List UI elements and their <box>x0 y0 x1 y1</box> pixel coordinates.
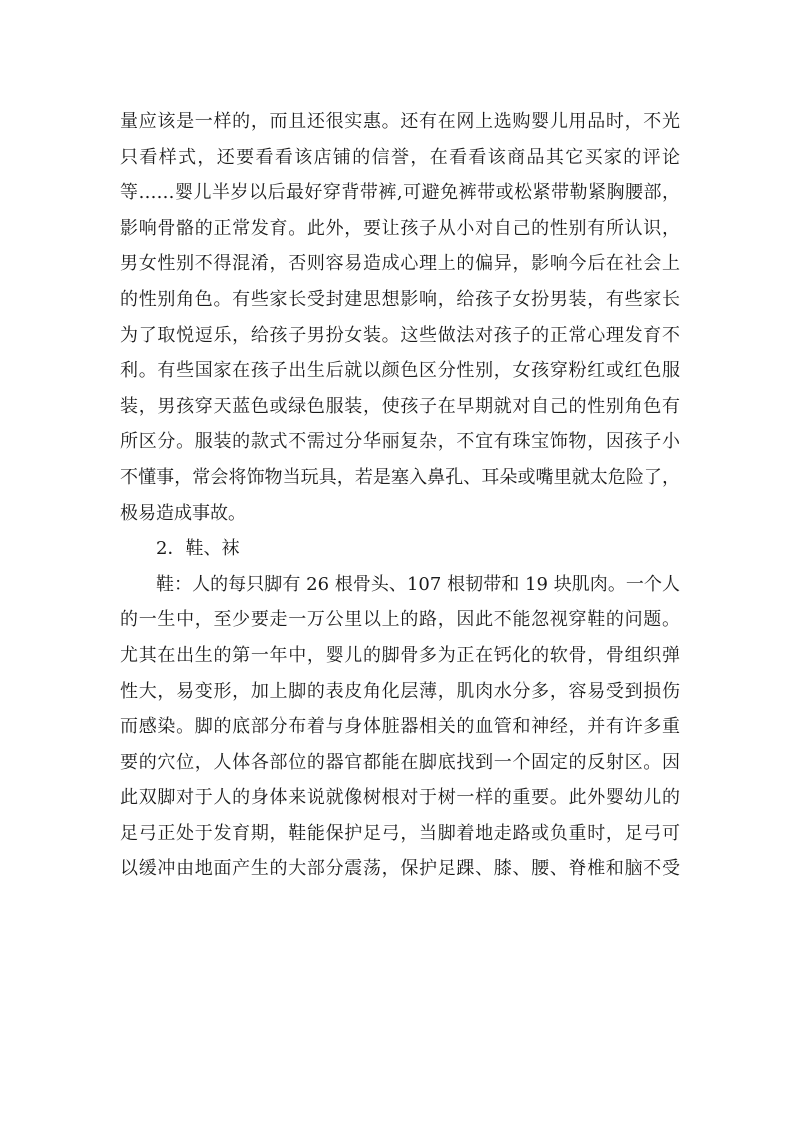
text-line: 为了取悦逗乐，给孩子男扮女装。这些做法对孩子的正常心理发育不 <box>120 324 680 346</box>
text-line: 足弓正处于发育期，鞋能保护足弓，当脚着地走路或负重时，足弓可 <box>120 822 680 844</box>
text-line: 的性别角色。有些家长受封建思想影响，给孩子女扮男装，有些家长 <box>120 288 680 310</box>
text-line: 的一生中，至少要走一万公里以上的路，因此不能忽视穿鞋的问题。 <box>120 609 680 631</box>
text-line: 而感染。脚的底部分布着与身体脏器相关的血管和神经，并有许多重 <box>120 716 680 738</box>
body-text <box>120 104 680 887</box>
text-line: 鞋：人的每只脚有 26 根骨头、107 根韧带和 19 块肌肉。一个人 <box>156 573 680 595</box>
text-line: 装，男孩穿天蓝色或绿色服装，使孩子在早期就对自己的性别角色有 <box>120 395 680 417</box>
text-line: 此双脚对于人的身体来说就像树根对于树一样的重要。此外婴幼儿的 <box>120 787 680 809</box>
text-line: 影响骨骼的正常发育。此外，要让孩子从小对自己的性别有所认识， <box>120 217 680 239</box>
text-line: 性大，易变形，加上脚的表皮角化层薄，肌肉水分多，容易受到损伤 <box>120 680 680 702</box>
text-line: 要的穴位，人体各部位的器官都能在脚底找到一个固定的反射区。因 <box>120 751 680 773</box>
text-line: 所区分。服装的款式不需过分华丽复杂，不宜有珠宝饰物，因孩子小 <box>120 431 680 453</box>
text-line: 量应该是一样的，而且还很实惠。还有在网上选购婴儿用品时，不光 <box>120 111 680 132</box>
text-line: 极易造成事故。 <box>120 502 246 524</box>
text-line: 不懂事，常会将饰物当玩具，若是塞入鼻孔、耳朵或嘴里就太危险了， <box>120 466 680 488</box>
section-heading: 2．鞋、袜 <box>156 538 240 560</box>
text-line: 只看样式，还要看看该店铺的信誉，在看看该商品其它买家的评论 <box>120 146 680 168</box>
text-line: 尤其在出生的第一年中，婴儿的脚骨多为正在钙化的软骨，骨组织弹 <box>120 644 680 666</box>
text-line: 以缓冲由地面产生的大部分震荡，保护足踝、膝、腰、脊椎和脑不受 <box>120 858 680 880</box>
text-line: 利。有些国家在孩子出生后就以颜色区分性别，女孩穿粉红或红色服 <box>120 360 680 382</box>
text-line: 男女性别不得混淆，否则容易造成心理上的偏异，影响今后在社会上 <box>120 253 680 275</box>
text-line: 等……婴儿半岁以后最好穿背带裤,可避免裤带或松紧带勒紧胸腰部， <box>120 182 680 204</box>
